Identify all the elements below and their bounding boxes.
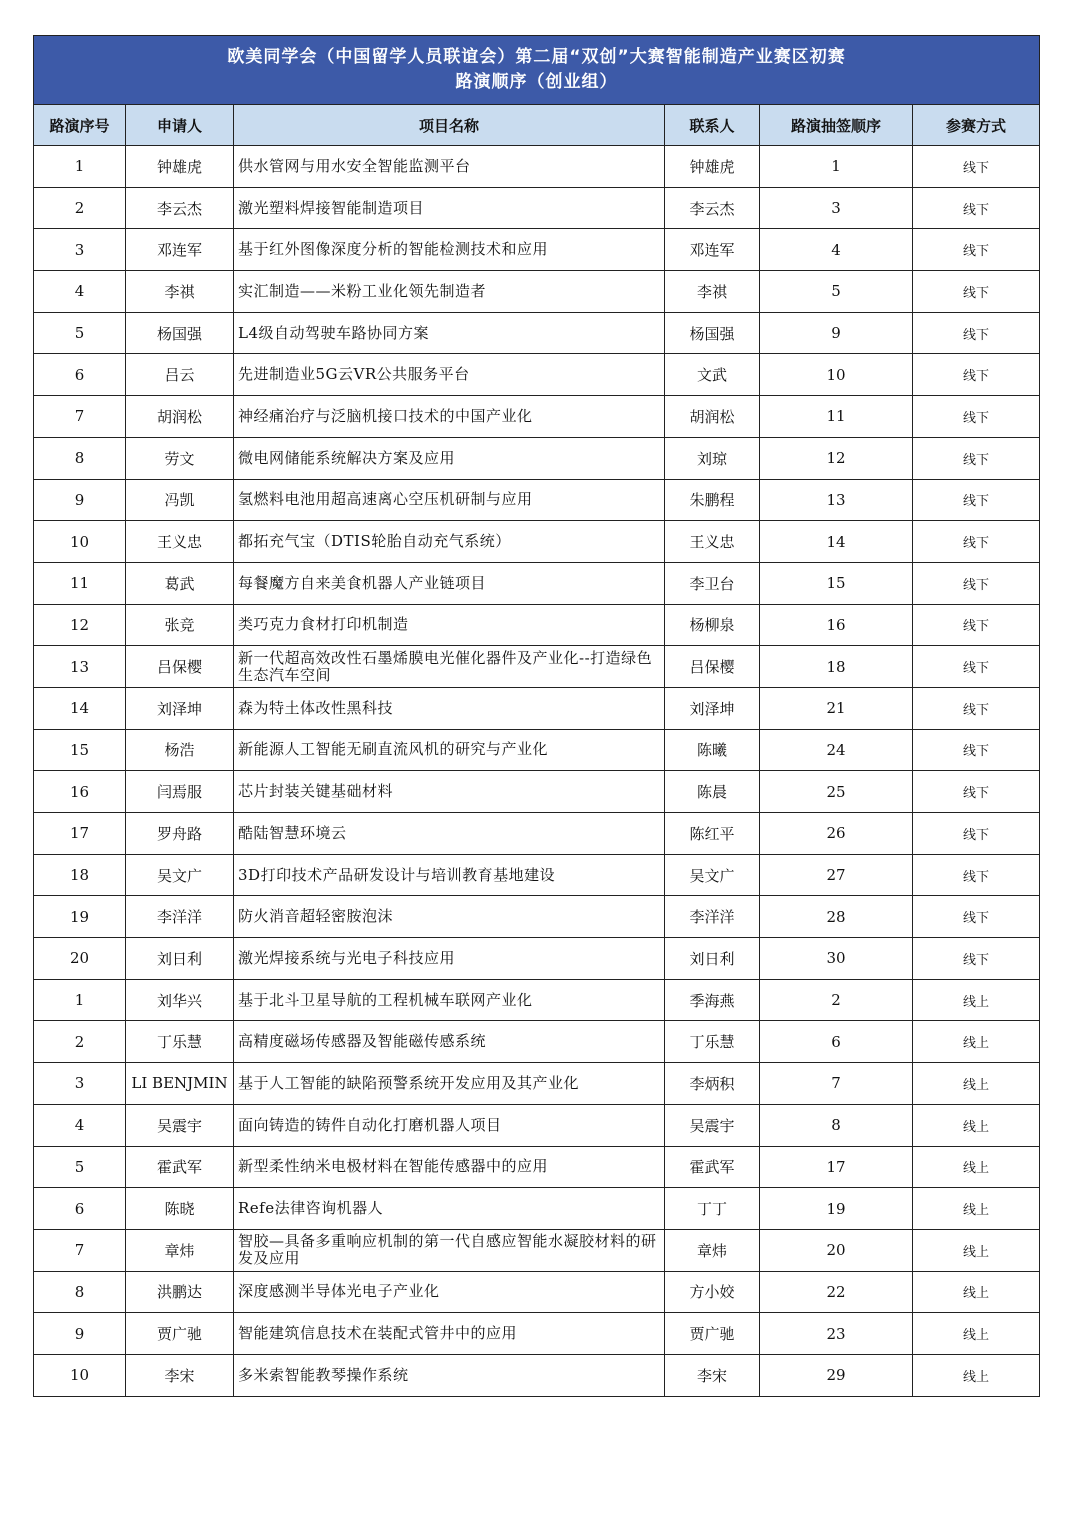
roadshow-order-sheet [33, 35, 1039, 1397]
cell-draw-order: 26 [760, 813, 913, 855]
cell-applicant: 李祺 [126, 271, 234, 313]
cell-project-name: 智胶—具备多重响应机制的第一代自感应智能水凝胶材料的研发及应用 [234, 1229, 665, 1271]
cell-applicant: 劳文 [126, 437, 234, 479]
cell-participation-mode: 线上 [913, 979, 1040, 1021]
cell-roadshow-no: 19 [34, 896, 126, 938]
cell-draw-order: 20 [760, 1229, 913, 1271]
table-row [34, 187, 1040, 229]
table-row [34, 521, 1040, 563]
cell-draw-order: 15 [760, 562, 913, 604]
cell-applicant: 刘泽坤 [126, 687, 234, 729]
cell-draw-order: 17 [760, 1146, 913, 1188]
cell-applicant: 冯凯 [126, 479, 234, 521]
cell-contact: 霍武军 [665, 1146, 760, 1188]
header-row [34, 105, 1040, 146]
table-row [34, 1354, 1040, 1396]
cell-applicant: 胡润松 [126, 396, 234, 438]
cell-draw-order: 2 [760, 979, 913, 1021]
cell-contact: 杨柳泉 [665, 604, 760, 646]
cell-roadshow-no: 10 [34, 1354, 126, 1396]
cell-applicant: 李宋 [126, 1354, 234, 1396]
table-row [34, 312, 1040, 354]
cell-contact: 杨国强 [665, 312, 760, 354]
cell-participation-mode: 线下 [913, 396, 1040, 438]
cell-draw-order: 25 [760, 771, 913, 813]
cell-roadshow-no: 6 [34, 354, 126, 396]
cell-roadshow-no: 18 [34, 854, 126, 896]
cell-applicant: 贾广驰 [126, 1313, 234, 1355]
cell-draw-order: 19 [760, 1188, 913, 1230]
cell-applicant: 杨浩 [126, 729, 234, 771]
cell-contact: 陈红平 [665, 813, 760, 855]
cell-participation-mode: 线上 [913, 1146, 1040, 1188]
cell-roadshow-no: 10 [34, 521, 126, 563]
table-row [34, 687, 1040, 729]
cell-draw-order: 16 [760, 604, 913, 646]
cell-project-name: 每餐魔方自来美食机器人产业链项目 [234, 562, 665, 604]
header-roadshow-no: 路演序号 [34, 105, 126, 146]
cell-participation-mode: 线下 [913, 854, 1040, 896]
cell-project-name: 先进制造业5G云VR公共服务平台 [234, 354, 665, 396]
cell-applicant: 洪鹏达 [126, 1271, 234, 1313]
cell-draw-order: 29 [760, 1354, 913, 1396]
cell-applicant: 钟雄虎 [126, 146, 234, 188]
cell-applicant: 吴震宇 [126, 1104, 234, 1146]
cell-draw-order: 7 [760, 1063, 913, 1105]
cell-roadshow-no: 6 [34, 1188, 126, 1230]
cell-contact: 钟雄虎 [665, 146, 760, 188]
cell-applicant: 陈晓 [126, 1188, 234, 1230]
cell-draw-order: 8 [760, 1104, 913, 1146]
cell-roadshow-no: 3 [34, 1063, 126, 1105]
cell-roadshow-no: 9 [34, 479, 126, 521]
cell-draw-order: 27 [760, 854, 913, 896]
cell-applicant: 张竞 [126, 604, 234, 646]
table-row [34, 1271, 1040, 1313]
cell-project-name: 防火消音超轻密胺泡沫 [234, 896, 665, 938]
cell-roadshow-no: 2 [34, 187, 126, 229]
cell-draw-order: 6 [760, 1021, 913, 1063]
cell-project-name: 森为特土体改性黑科技 [234, 687, 665, 729]
cell-roadshow-no: 12 [34, 604, 126, 646]
cell-project-name: 氢燃料电池用超高速离心空压机研制与应用 [234, 479, 665, 521]
cell-draw-order: 23 [760, 1313, 913, 1355]
cell-project-name: 新一代超高效改性石墨烯膜电光催化器件及产业化--打造绿色生态汽车空间 [234, 646, 665, 688]
cell-participation-mode: 线下 [913, 687, 1040, 729]
cell-contact: 陈晨 [665, 771, 760, 813]
cell-roadshow-no: 7 [34, 396, 126, 438]
cell-contact: 胡润松 [665, 396, 760, 438]
title-line-1: 欧美同学会（中国留学人员联谊会）第二届“双创”大赛智能制造产业赛区初赛 [227, 47, 846, 67]
cell-participation-mode: 线上 [913, 1188, 1040, 1230]
cell-contact: 邓连军 [665, 229, 760, 271]
cell-applicant: 罗舟路 [126, 813, 234, 855]
table-row [34, 771, 1040, 813]
cell-contact: 李洋洋 [665, 896, 760, 938]
cell-draw-order: 24 [760, 729, 913, 771]
cell-applicant: 王义忠 [126, 521, 234, 563]
cell-participation-mode: 线下 [913, 312, 1040, 354]
cell-draw-order: 18 [760, 646, 913, 688]
cell-project-name: 神经痛治疗与泛脑机接口技术的中国产业化 [234, 396, 665, 438]
table-row [34, 1146, 1040, 1188]
cell-draw-order: 3 [760, 187, 913, 229]
cell-project-name: 类巧克力食材打印机制造 [234, 604, 665, 646]
cell-applicant: 李洋洋 [126, 896, 234, 938]
cell-roadshow-no: 16 [34, 771, 126, 813]
cell-contact: 章炜 [665, 1229, 760, 1271]
cell-applicant: 刘华兴 [126, 979, 234, 1021]
cell-project-name: 激光塑料焊接智能制造项目 [234, 187, 665, 229]
cell-contact: 方小姣 [665, 1271, 760, 1313]
cell-project-name: 酷陆智慧环境云 [234, 813, 665, 855]
cell-draw-order: 10 [760, 354, 913, 396]
cell-roadshow-no: 9 [34, 1313, 126, 1355]
cell-participation-mode: 线上 [913, 1229, 1040, 1271]
cell-participation-mode: 线下 [913, 562, 1040, 604]
table-row [34, 271, 1040, 313]
cell-contact: 刘日利 [665, 938, 760, 980]
cell-applicant: 吴文广 [126, 854, 234, 896]
cell-participation-mode: 线上 [913, 1104, 1040, 1146]
cell-contact: 丁丁 [665, 1188, 760, 1230]
cell-participation-mode: 线下 [913, 771, 1040, 813]
cell-project-name: 激光焊接系统与光电子科技应用 [234, 938, 665, 980]
cell-participation-mode: 线下 [913, 646, 1040, 688]
cell-contact: 李祺 [665, 271, 760, 313]
cell-contact: 刘琼 [665, 437, 760, 479]
cell-roadshow-no: 2 [34, 1021, 126, 1063]
cell-participation-mode: 线下 [913, 604, 1040, 646]
cell-participation-mode: 线下 [913, 187, 1040, 229]
cell-participation-mode: 线下 [913, 479, 1040, 521]
cell-applicant: 吕云 [126, 354, 234, 396]
table-title [34, 36, 1040, 105]
cell-contact: 王义忠 [665, 521, 760, 563]
cell-project-name: 新型柔性纳米电极材料在智能传感器中的应用 [234, 1146, 665, 1188]
cell-participation-mode: 线下 [913, 729, 1040, 771]
cell-roadshow-no: 11 [34, 562, 126, 604]
table-row [34, 229, 1040, 271]
cell-contact: 吴文广 [665, 854, 760, 896]
cell-participation-mode: 线上 [913, 1021, 1040, 1063]
cell-draw-order: 1 [760, 146, 913, 188]
cell-project-name: 新能源人工智能无刷直流风机的研究与产业化 [234, 729, 665, 771]
cell-project-name: 深度感测半导体光电子产业化 [234, 1271, 665, 1313]
header-project-name: 项目名称 [234, 105, 665, 146]
cell-applicant: LI BENJMIN [126, 1063, 234, 1105]
cell-project-name: 实汇制造——米粉工业化领先制造者 [234, 271, 665, 313]
cell-project-name: 基于北斗卫星导航的工程机械车联网产业化 [234, 979, 665, 1021]
cell-applicant: 刘日利 [126, 938, 234, 980]
cell-roadshow-no: 8 [34, 437, 126, 479]
cell-draw-order: 12 [760, 437, 913, 479]
table-row [34, 896, 1040, 938]
cell-draw-order: 9 [760, 312, 913, 354]
cell-draw-order: 4 [760, 229, 913, 271]
cell-participation-mode: 线下 [913, 146, 1040, 188]
cell-applicant: 葛武 [126, 562, 234, 604]
cell-draw-order: 30 [760, 938, 913, 980]
cell-participation-mode: 线下 [913, 813, 1040, 855]
table-row [34, 938, 1040, 980]
cell-draw-order: 22 [760, 1271, 913, 1313]
cell-contact: 贾广驰 [665, 1313, 760, 1355]
cell-project-name: 芯片封装关键基础材料 [234, 771, 665, 813]
table-row [34, 354, 1040, 396]
table-row [34, 1104, 1040, 1146]
cell-applicant: 霍武军 [126, 1146, 234, 1188]
cell-contact: 刘泽坤 [665, 687, 760, 729]
cell-roadshow-no: 3 [34, 229, 126, 271]
cell-participation-mode: 线下 [913, 271, 1040, 313]
cell-roadshow-no: 4 [34, 271, 126, 313]
cell-contact: 吕保樱 [665, 646, 760, 688]
table-row [34, 146, 1040, 188]
cell-project-name: 智能建筑信息技术在装配式管井中的应用 [234, 1313, 665, 1355]
cell-contact: 吴震宇 [665, 1104, 760, 1146]
header-participation-mode: 参赛方式 [913, 105, 1040, 146]
cell-roadshow-no: 20 [34, 938, 126, 980]
title-line-2: 路演顺序（创业组） [455, 72, 618, 92]
cell-participation-mode: 线下 [913, 354, 1040, 396]
cell-project-name: Refe法律咨询机器人 [234, 1188, 665, 1230]
cell-participation-mode: 线下 [913, 938, 1040, 980]
cell-applicant: 吕保樱 [126, 646, 234, 688]
cell-contact: 陈曦 [665, 729, 760, 771]
cell-contact: 李云杰 [665, 187, 760, 229]
cell-applicant: 闫焉服 [126, 771, 234, 813]
cell-project-name: 供水管网与用水安全智能监测平台 [234, 146, 665, 188]
cell-participation-mode: 线上 [913, 1354, 1040, 1396]
cell-project-name: 基于人工智能的缺陷预警系统开发应用及其产业化 [234, 1063, 665, 1105]
table-row [34, 1188, 1040, 1230]
cell-roadshow-no: 7 [34, 1229, 126, 1271]
cell-roadshow-no: 1 [34, 979, 126, 1021]
cell-roadshow-no: 5 [34, 312, 126, 354]
cell-project-name: 高精度磁场传感器及智能磁传感系统 [234, 1021, 665, 1063]
table-body [34, 146, 1040, 1397]
cell-contact: 丁乐慧 [665, 1021, 760, 1063]
cell-contact: 李宋 [665, 1354, 760, 1396]
header-contact: 联系人 [665, 105, 760, 146]
table-row [34, 1229, 1040, 1271]
table-row [34, 1021, 1040, 1063]
header-applicant: 申请人 [126, 105, 234, 146]
cell-contact: 李卫台 [665, 562, 760, 604]
cell-draw-order: 21 [760, 687, 913, 729]
cell-contact: 朱鹏程 [665, 479, 760, 521]
roadshow-table [33, 35, 1040, 1397]
cell-roadshow-no: 14 [34, 687, 126, 729]
cell-project-name: L4级自动驾驶车路协同方案 [234, 312, 665, 354]
cell-roadshow-no: 8 [34, 1271, 126, 1313]
cell-roadshow-no: 13 [34, 646, 126, 688]
table-row [34, 646, 1040, 688]
cell-applicant: 杨国强 [126, 312, 234, 354]
cell-participation-mode: 线下 [913, 896, 1040, 938]
cell-roadshow-no: 4 [34, 1104, 126, 1146]
cell-roadshow-no: 5 [34, 1146, 126, 1188]
table-row [34, 1313, 1040, 1355]
cell-roadshow-no: 1 [34, 146, 126, 188]
table-row [34, 437, 1040, 479]
cell-applicant: 丁乐慧 [126, 1021, 234, 1063]
cell-draw-order: 13 [760, 479, 913, 521]
cell-project-name: 微电网储能系统解决方案及应用 [234, 437, 665, 479]
cell-participation-mode: 线上 [913, 1313, 1040, 1355]
cell-draw-order: 28 [760, 896, 913, 938]
cell-participation-mode: 线下 [913, 229, 1040, 271]
table-row [34, 854, 1040, 896]
cell-participation-mode: 线下 [913, 437, 1040, 479]
cell-roadshow-no: 17 [34, 813, 126, 855]
table-row [34, 1063, 1040, 1105]
cell-project-name: 都拓充气宝（DTIS轮胎自动充气系统） [234, 521, 665, 563]
table-row [34, 979, 1040, 1021]
header-draw-order: 路演抽签顺序 [760, 105, 913, 146]
cell-project-name: 多米索智能教琴操作系统 [234, 1354, 665, 1396]
cell-project-name: 面向铸造的铸件自动化打磨机器人项目 [234, 1104, 665, 1146]
cell-roadshow-no: 15 [34, 729, 126, 771]
cell-participation-mode: 线上 [913, 1063, 1040, 1105]
cell-applicant: 邓连军 [126, 229, 234, 271]
cell-contact: 李炳积 [665, 1063, 760, 1105]
cell-participation-mode: 线上 [913, 1271, 1040, 1313]
cell-participation-mode: 线下 [913, 521, 1040, 563]
cell-applicant: 李云杰 [126, 187, 234, 229]
cell-contact: 季海燕 [665, 979, 760, 1021]
table-row [34, 562, 1040, 604]
table-row [34, 604, 1040, 646]
cell-contact: 文武 [665, 354, 760, 396]
cell-applicant: 章炜 [126, 1229, 234, 1271]
table-row [34, 396, 1040, 438]
table-row [34, 813, 1040, 855]
cell-project-name: 3D打印技术产品研发设计与培训教育基地建设 [234, 854, 665, 896]
cell-draw-order: 11 [760, 396, 913, 438]
cell-draw-order: 5 [760, 271, 913, 313]
table-row [34, 729, 1040, 771]
cell-draw-order: 14 [760, 521, 913, 563]
table-row [34, 479, 1040, 521]
cell-project-name: 基于红外图像深度分析的智能检测技术和应用 [234, 229, 665, 271]
